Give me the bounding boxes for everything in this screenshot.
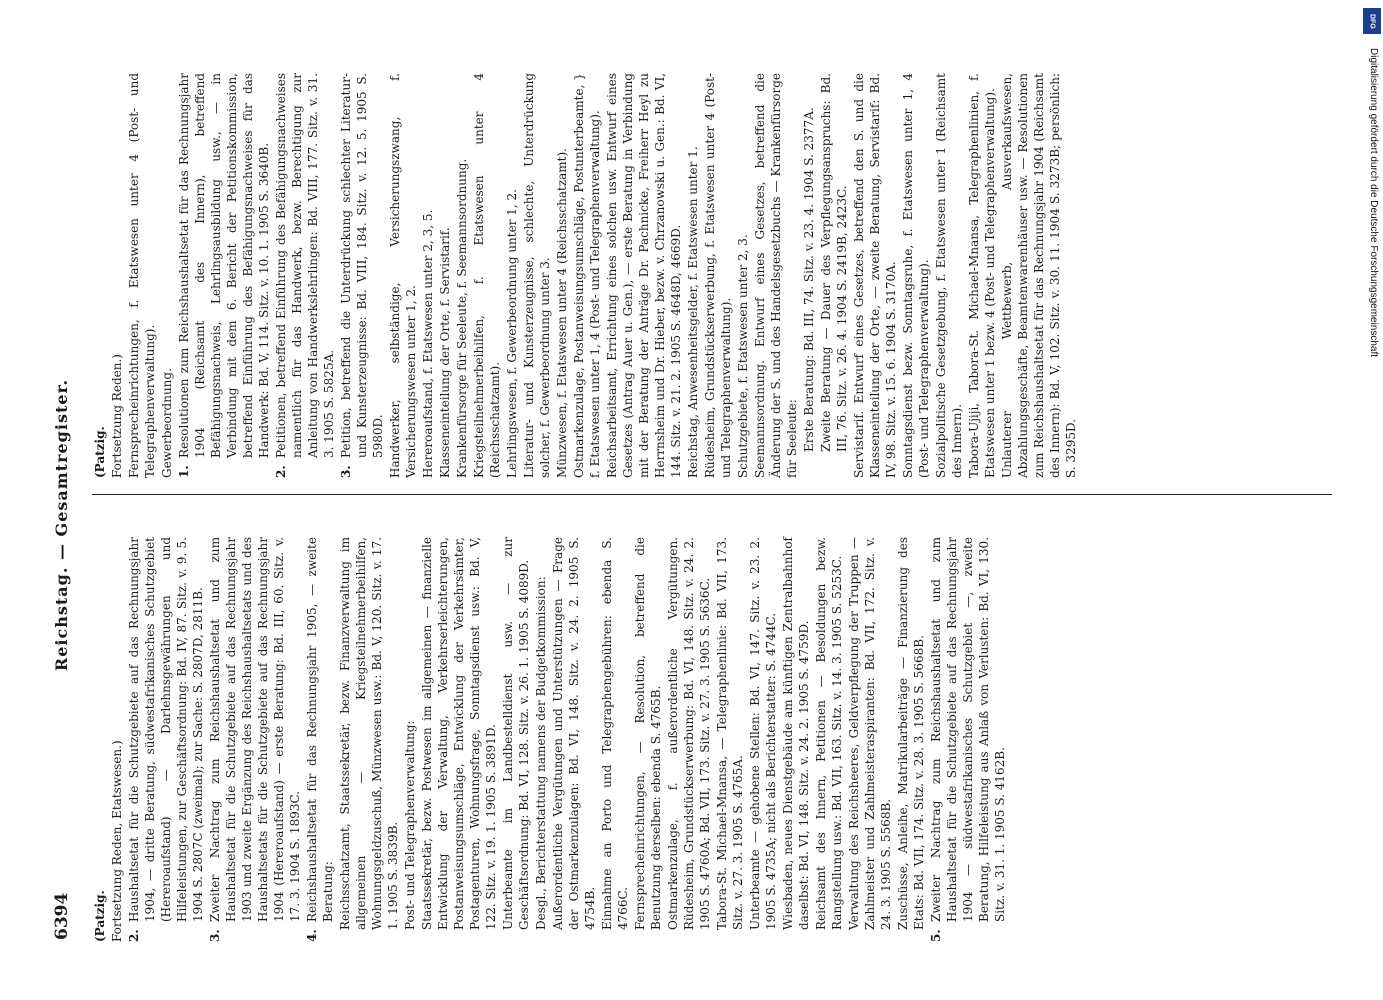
index-entry: Krankenfürsorge für Seeleute, f. Seemannsordnung.: [455, 158, 469, 478]
index-entry: [273, 73, 337, 478]
index-entry: Ostmarkenzulage, Postanweisungsumschläge, Postunterbeamte, } f. Etatswesen unter 1, 4 (Post- und Telegraphenverwaltung).: [572, 73, 602, 478]
index-entry: Unterbeamte im Landbestelldienst usw. — zur Geschäftsordnung: Bd. VI, 128. Sitz. v. 26. 1. 1905 S. 4089D.: [501, 537, 531, 930]
index-entry: Literatur- und Kunsterzeugnisse, schlechte, Unterdrückung solcher, f. Gewerbeordnung unter 3.: [522, 73, 552, 478]
index-entry: Verwaltung des Reichsheeres, Geldverpflegung der Truppen — Zahlmeister und Zahlmeisteraspiranten: Bd. VII, 172. Sitz. v. 24. 3. 1905 S. 5568B.: [847, 537, 893, 930]
left-column: [92, 537, 1332, 942]
index-entry: Reichsamt des Innern, Petitionen — Besoldungen bezw. Rangstellung usw.: Bd. VII, 163. Sitz. v. 14. 3. 1905 S. 5253C.: [814, 537, 844, 930]
index-entry: Fortsetzung Reden.): [110, 354, 124, 478]
index-entry: Zuschüsse, Anleihe, Matrikularbeiträge — Finanzierung des Etats: Bd. VII, 174. Sitz. v. 28. 3. 1905 S. 5668B.: [896, 537, 926, 930]
index-entry: Klasseneinteilung der Orte, f. Servistarif.: [438, 227, 452, 478]
dfg-logo-text: DFG: [1368, 13, 1376, 29]
entry-text: Petitionen, betreffend Einführung des Befähigungsnachweises namentlich für das Handwerk, bezw. Berechtigung zur Anleitung von Handwerkslehrlingen: Bd. VIII, 177. Sitz. v. 31. 3. 1905 S. 5825A.: [274, 73, 336, 458]
index-entry: Münzwesen, f. Etatswesen unter 4 (Reichsschatzamt).: [555, 148, 569, 478]
margin-label: (Patzig.: [93, 890, 107, 942]
index-entry: Fernsprecheinrichtungen, f. Etatswesen unter 4 (Post- und Telegraphenverwaltung).: [127, 73, 157, 478]
index-entry: Sozialpolitische Gesetzgebung, f. Etatswesen unter 1 (Reichsamt des Innern).: [934, 73, 964, 478]
running-title: Reichstag. — Gesamtregister.: [52, 378, 71, 672]
index-entry: [176, 73, 272, 478]
index-entry: [207, 537, 303, 942]
page-number: 6394: [52, 892, 72, 940]
index-entry: Kriegsteilnehmerbeihilfen, f. Etatswesen unter 4 (Reichsschatzamt).: [472, 73, 502, 478]
index-entry: Rüdesheim, Grundstückserwerbung, f. Etatswesen unter 4 (Post- und Telegraphenverwaltung).: [703, 73, 733, 478]
index-entry: Einnahme an Porto und Telegraphengebühren: ebenda S. 4766C.: [600, 537, 630, 930]
entry-number: 2.: [127, 929, 141, 942]
index-entry: [338, 73, 386, 478]
entry-text: Zweiter Nachtrag zum Reichshaushaltsetat und zum Haushaltsetat für die Schutzgebiete auf das Rechnungsjahr 1903 und zweite Ergänzung des Reichshaushaltsetats und des Haushaltsetats für die Schutzgebiete auf das Rechnungsjahr 1904 (Hereroaufstand) — erste Beratung: Bd. III, 60. Sitz. v. 17. 3. 1904 S. 1893C.: [208, 537, 302, 922]
entry-number: 3.: [208, 929, 222, 942]
digitization-notice: [1365, 8, 1379, 988]
entry-number: 4.: [305, 929, 319, 942]
index-entry: Staatssekretär, bezw. Postwesen im allgemeinen — finanzielle Entwicklung der Verwaltung, Verkehrserleichterungen, Postanweisungsumschläge, Entwicklung der Verkehrsämter, Postagenturen, Wohnungsfrage, Sonntagsdienst usw.: Bd. V, 122. Sitz. v. 19. 1. 1905 S. 3891D.: [420, 537, 498, 930]
index-entry: Servistarif. Entwurf eines Gesetzes, betreffend den S. und die Klasseneinteilung der Orte, — zweite Beratung, Servistarif: Bd. IV, 98. Sitz. v. 15. 6. 1904 S. 3170A.: [852, 73, 898, 478]
index-entry: Gewerbeordnung.: [160, 368, 174, 478]
digitization-notice-text: Digitalisierung gefördert durch die Deutsche Forschungsgemeinschaft: [1368, 48, 1379, 358]
entry-number: 5.: [929, 929, 943, 942]
index-entry: Tabora-Ujiji, Tabora-St. Michael-Mnansa, Telegraphenlinien, f. Etatswesen unter 1 bezw. 4 (Post- und Telegraphenverwaltung).: [967, 73, 997, 478]
right-column: [92, 73, 1332, 478]
margin-label: (Patzig.: [93, 426, 107, 478]
index-entry: Erste Beratung: Bd. III, 74. Sitz. v. 23. 4. 1904 S. 2377A.: [802, 107, 816, 452]
index-entry: Unterbeamte — gehobene Stellen: Bd. VI, 147. Sitz. v. 23. 2. 1905 S. 4735A; nicht als Berichterstatter: S. 4744C.: [748, 537, 778, 930]
index-entry: Reichsarbeitsamt, Errichtung eines solchen usw. Entwurf eines Gesetzes (Antrag Auer u. Gen.), — erste Beratung in Verbindung mit der Beratung der Anträge Dr. Pachnicke, Freiherr Heyl zu Herrnsheim und Dr. Hieber, bezw. v. Chrzanowski u. Gen.: Bd. VI, 144. Sitz. v. 21. 2. 1905 S. 4648D, 4669D.: [605, 73, 683, 478]
index-entry: Seemannsordnung. Entwurf eines Gesetzes, betreffend die Änderung der S. und des Handelsgesetzbuchs — Krankenfürsorge für Seeleute:: [753, 73, 799, 478]
index-entry: [126, 537, 206, 942]
entry-text: Haushaltsetat für die Schutzgebiete auf das Rechnungsjahr 1904, — dritte Beratung, südwestafrikanisches Schutzgebiet (Hereroaufstand) — Darlehnsgewährungen und Hilfeleistungen, zur Geschäftsordnung: Bd. IV, 87. Sitz. v. 9. 5. 1904 S. 2807C (zweimal); zur Sache: S. 2807D, 2811B.: [127, 537, 205, 922]
entry-number: 2.: [274, 465, 288, 478]
index-entry: Hereroaufstand, f. Etatswesen unter 2, 3, 5.: [421, 209, 435, 478]
page-header: [52, 90, 78, 960]
dfg-logo: [1363, 8, 1381, 34]
index-entry: Zweite Beratung — Dauer des Verpflegungsanspruchs: Bd. III, 76. Sitz. v. 26. 4. 1904 S. 2419B, 2423C.: [819, 73, 849, 452]
index-entry: Reichsschatzamt, Staatssekretär, bezw. Finanzverwaltung im allgemeinen — Kriegsteilnehmerbeihilfen, Wohnungsgeldzuschuß, Münzwesen usw.: Bd. V, 120. Sitz. v. 17. 1. 1905 S. 3839B.: [338, 537, 400, 930]
index-entry: Unlauterer Wettbewerb, Ausverkaufswesen, Abzahlungsgeschäfte, Beamtenwarenhäuser usw. — Resolutionen zum Reichshaushaltsetat für das Rechnungsjahr 1904 (Reichsamt des Innern): Bd. V, 102. Sitz. v. 30. 11. 1904 S. 3273B; persönlich: S. 3295D.: [1000, 73, 1078, 478]
index-entry: Wiesbaden, neues Dienstgebäude am künftigen Zentralbahnhof daselbst: Bd. VI, 148. Sitz. v. 24. 2. 1905 S. 4759D.: [781, 537, 811, 930]
entry-text: Reichshaushaltsetat für das Rechnungsjahr 1905, — zweite Beratung:: [305, 537, 335, 922]
index-entry: Tabora-St. Michael-Mnansa, — Telegraphenlinie: Bd. VII, 173. Sitz. v. 27. 3. 1905 S. 4765A.: [715, 537, 745, 930]
index-entry: Sonntagsdienst bezw. Sonntagsruhe, f. Etatswesen unter 1, 4 (Post- und Telegraphenverwaltung).: [901, 73, 931, 478]
index-entry: Fernsprecheinrichtungen, — Resolution, betreffend die Benutzung derselben: ebenda S. 4765B.: [633, 537, 663, 930]
index-entry: Lehrlingswesen, f. Gewerbeordnung unter 1, 2.: [505, 189, 519, 478]
entry-number: 3.: [339, 465, 353, 478]
index-entry: Außerordentliche Vergütungen und Unterstützungen — Frage der Ostmarkenzulagen: Bd. VI, 148. Sitz. v. 24. 2. 1905 S. 4754B.: [551, 537, 597, 930]
index-entry: Reichstag, Anwesenheitsgelder, f. Etatswesen unter 1.: [686, 146, 700, 478]
column-divider: [92, 494, 1332, 495]
index-entry: Desgl., Berichterstattung namens der Budgetkommission:: [534, 576, 548, 930]
entry-number: 1.: [177, 465, 191, 478]
index-entry: Ostmarkenzulage, f. außerordentliche Vergütungen. Rüdesheim, Grundstückserwerbung: Bd. VI, 148. Sitz. v. 24. 2. 1905 S. 4760A; Bd. VII, 173. Sitz. v. 27. 3. 1905 S. 5636C.: [666, 537, 712, 930]
index-entry: Post- und Telegraphenverwaltung:: [403, 720, 417, 930]
index-entry: [304, 537, 336, 942]
index-entry: Fortsetzung Reden, Etatswesen.): [110, 740, 124, 942]
index-entry: Handwerker, selbständige, Versicherungszwang, f. Versicherungswesen unter 1, 2.: [388, 73, 418, 478]
index-entry: [928, 537, 1008, 942]
entry-text: Petition, betreffend die Unterdrückung schlechter Literatur- und Kunsterzeugnisse: Bd. VIII, 184. Sitz. v. 12. 5. 1905 S. 5980D.: [339, 73, 385, 458]
index-entry: Schutzgebiete, f. Etatswesen unter 2, 3.: [736, 234, 750, 478]
entry-text: Resolutionen zum Reichshaushaltsetat für das Rechnungsjahr 1904 (Reichsamt des Innern), betreffend Befähigungsnachweis, Lehrlingsausbildung usw., — in Verbindung mit dem 6. Bericht der Petitionskommission, betreffend Einführung des Befähigungsnachweises für das Handwerk: Bd. V, 114. Sitz. v. 10. 1. 1905 S. 3640B.: [177, 73, 271, 458]
entry-text: Zweiter Nachtrag zum Reichshaushaltsetat und zum Haushaltsetat für die Schutzgebiete auf das Rechnungsjahr 1904 — südwestafrikanisches Schutzgebiet —, zweite Beratung, Hilfeleistung aus Anlaß von Verlusten: Bd. VI, 130. Sitz. v. 31. 1. 1905 S. 4162B.: [929, 537, 1007, 922]
